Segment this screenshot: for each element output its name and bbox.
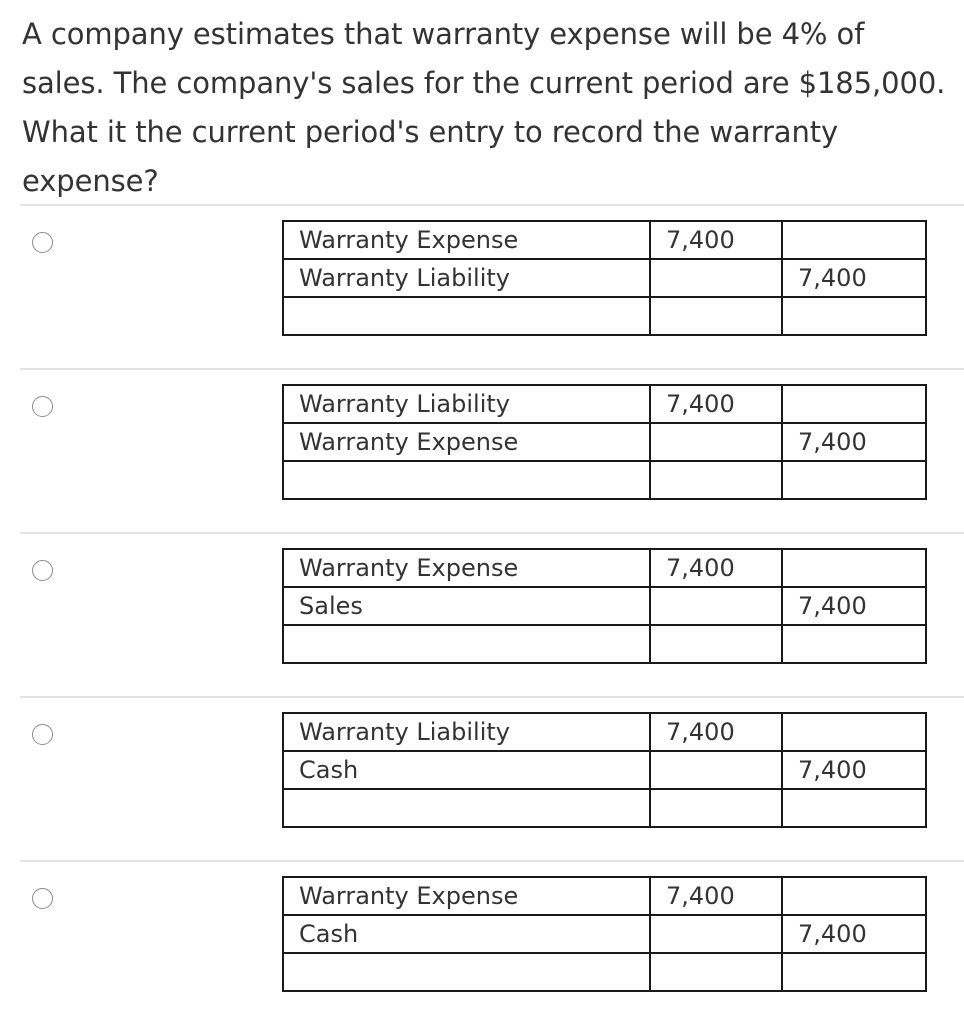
credit-cell	[782, 877, 926, 915]
account-cell: Warranty Liability	[283, 713, 650, 751]
radio-button[interactable]	[32, 232, 53, 253]
account-cell	[283, 461, 650, 499]
account-cell: Warranty Liability	[283, 385, 650, 423]
credit-cell	[782, 713, 926, 751]
account-cell	[283, 297, 650, 335]
credit-cell: 7,400	[782, 915, 926, 953]
answer-options	[20, 204, 964, 1024]
credit-cell: 7,400	[782, 423, 926, 461]
answer-option-1[interactable]	[20, 204, 964, 368]
account-cell: Cash	[283, 915, 650, 953]
journal-row	[283, 625, 926, 663]
account-cell: Cash	[283, 751, 650, 789]
debit-cell: 7,400	[650, 713, 782, 751]
journal-row	[283, 297, 926, 335]
journal-entry-table	[282, 712, 927, 828]
debit-cell	[650, 953, 782, 991]
account-cell	[283, 625, 650, 663]
radio-button[interactable]	[32, 396, 53, 417]
journal-row	[283, 221, 926, 259]
journal-row	[283, 423, 926, 461]
debit-cell	[650, 461, 782, 499]
credit-cell	[782, 549, 926, 587]
journal-row	[283, 713, 926, 751]
journal-entry-table	[282, 548, 927, 664]
journal-row	[283, 789, 926, 827]
journal-entry-table	[282, 876, 927, 992]
journal-row	[283, 751, 926, 789]
credit-cell: 7,400	[782, 259, 926, 297]
account-cell	[283, 789, 650, 827]
answer-option-3[interactable]	[20, 532, 964, 696]
journal-entry-table	[282, 384, 927, 500]
debit-cell	[650, 915, 782, 953]
answer-option-5[interactable]	[20, 860, 964, 1024]
debit-cell	[650, 587, 782, 625]
account-cell: Warranty Expense	[283, 549, 650, 587]
debit-cell	[650, 297, 782, 335]
account-cell: Warranty Expense	[283, 423, 650, 461]
journal-row	[283, 587, 926, 625]
answer-option-4[interactable]	[20, 696, 964, 860]
debit-cell: 7,400	[650, 385, 782, 423]
credit-cell	[782, 625, 926, 663]
journal-row	[283, 549, 926, 587]
credit-cell	[782, 385, 926, 423]
journal-row	[283, 877, 926, 915]
answer-option-2[interactable]	[20, 368, 964, 532]
debit-cell	[650, 423, 782, 461]
credit-cell: 7,400	[782, 751, 926, 789]
account-cell: Sales	[283, 587, 650, 625]
debit-cell	[650, 751, 782, 789]
credit-cell: 7,400	[782, 587, 926, 625]
journal-row	[283, 259, 926, 297]
debit-cell: 7,400	[650, 549, 782, 587]
debit-cell	[650, 789, 782, 827]
account-cell: Warranty Expense	[283, 221, 650, 259]
account-cell: Warranty Expense	[283, 877, 650, 915]
radio-button[interactable]	[32, 560, 53, 581]
debit-cell	[650, 625, 782, 663]
radio-button[interactable]	[32, 724, 53, 745]
credit-cell	[782, 461, 926, 499]
account-cell: Warranty Liability	[283, 259, 650, 297]
radio-button[interactable]	[32, 888, 53, 909]
debit-cell: 7,400	[650, 877, 782, 915]
question-text: A company estimates that warranty expense will be 4% of sales. The company's sales for the current period are $185,000. What it the current period's entry to record the warranty expense?	[22, 17, 946, 198]
credit-cell	[782, 789, 926, 827]
journal-row	[283, 385, 926, 423]
journal-row	[283, 953, 926, 991]
credit-cell	[782, 221, 926, 259]
credit-cell	[782, 297, 926, 335]
credit-cell	[782, 953, 926, 991]
debit-cell: 7,400	[650, 221, 782, 259]
journal-row	[283, 461, 926, 499]
debit-cell	[650, 259, 782, 297]
account-cell	[283, 953, 650, 991]
journal-row	[283, 915, 926, 953]
journal-entry-table	[282, 220, 927, 336]
